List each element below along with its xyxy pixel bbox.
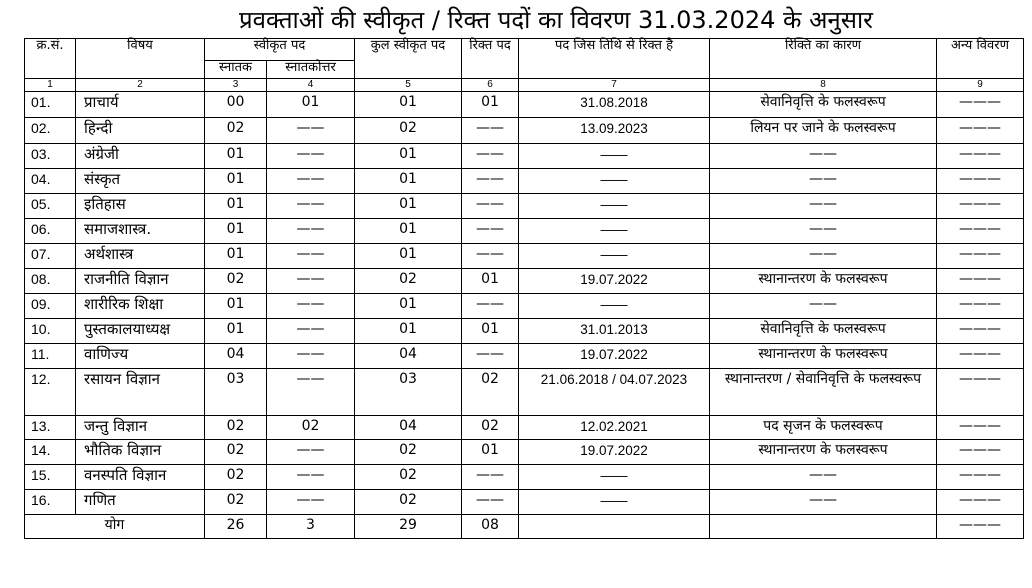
header-postgraduate: स्नातकोत्तर bbox=[267, 61, 355, 79]
cell-subject: इतिहास bbox=[76, 194, 205, 219]
cell-postgraduate: —— bbox=[267, 294, 355, 319]
cell-vacant-since: 13.09.2023 bbox=[519, 118, 710, 144]
cell-graduate: 01 bbox=[205, 194, 267, 219]
cell-vacant-since: —— bbox=[519, 490, 710, 515]
cell-vacant: —— bbox=[462, 244, 519, 269]
cell-reason: पद सृजन के फलस्वरूप bbox=[710, 416, 937, 440]
cell-graduate: 02 bbox=[205, 465, 267, 490]
cell-other: ——— bbox=[937, 490, 1024, 515]
cell-vacant: —— bbox=[462, 490, 519, 515]
cell-serial: 09. bbox=[25, 294, 76, 319]
cell-other: ——— bbox=[937, 144, 1024, 169]
column-number: 5 bbox=[355, 79, 462, 92]
header-vacant-since: पद जिस तिथि से रिक्त है bbox=[519, 39, 710, 79]
cell-vacant: —— bbox=[462, 194, 519, 219]
cell-other: ——— bbox=[937, 319, 1024, 344]
cell-total: 02 bbox=[355, 269, 462, 294]
table-row bbox=[25, 244, 1024, 269]
cell-reason: स्थानान्तरण / सेवानिवृत्ति के फलस्वरूप bbox=[710, 369, 937, 416]
totals-row bbox=[25, 515, 1024, 539]
table-row bbox=[25, 294, 1024, 319]
column-number: 6 bbox=[462, 79, 519, 92]
cell-other: ——— bbox=[937, 118, 1024, 144]
cell-vacant: 01 bbox=[462, 269, 519, 294]
cell-reason: —— bbox=[710, 244, 937, 269]
totals-label: योग bbox=[25, 515, 205, 539]
cell-total: 02 bbox=[355, 118, 462, 144]
cell-vacant-since: —— bbox=[519, 169, 710, 194]
cell-postgraduate: —— bbox=[267, 319, 355, 344]
cell-reason: लियन पर जाने के फलस्वरूप bbox=[710, 118, 937, 144]
cell-other: ——— bbox=[937, 92, 1024, 118]
table-row bbox=[25, 92, 1024, 118]
table-row bbox=[25, 219, 1024, 244]
cell-vacant-since: 21.06.2018 / 04.07.2023 bbox=[519, 369, 710, 416]
cell-other: ——— bbox=[937, 294, 1024, 319]
column-number-row bbox=[25, 79, 1024, 92]
cell-serial: 06. bbox=[25, 219, 76, 244]
cell-vacant: 01 bbox=[462, 319, 519, 344]
totals-vacant: 08 bbox=[462, 515, 519, 539]
table-row bbox=[25, 416, 1024, 440]
column-number: 8 bbox=[710, 79, 937, 92]
cell-vacant: —— bbox=[462, 219, 519, 244]
table-row bbox=[25, 344, 1024, 369]
header-subject: विषय bbox=[76, 39, 205, 79]
cell-total: 01 bbox=[355, 219, 462, 244]
cell-vacant-since: 31.01.2013 bbox=[519, 319, 710, 344]
totals-total: 29 bbox=[355, 515, 462, 539]
cell-graduate: 02 bbox=[205, 416, 267, 440]
cell-other: ——— bbox=[937, 194, 1024, 219]
table-row bbox=[25, 194, 1024, 219]
cell-serial: 10. bbox=[25, 319, 76, 344]
cell-serial: 16. bbox=[25, 490, 76, 515]
cell-subject: शारीरिक शिक्षा bbox=[76, 294, 205, 319]
cell-other: ——— bbox=[937, 369, 1024, 416]
cell-vacant-since: —— bbox=[519, 219, 710, 244]
document-title: प्रवक्ताओं की स्वीकृत / रिक्त पदों का विवरण 31.03.2024 के अनुसार bbox=[239, 6, 873, 34]
header-graduate: स्नातक bbox=[205, 61, 267, 79]
cell-reason: —— bbox=[710, 219, 937, 244]
cell-reason: स्थानान्तरण के फलस्वरूप bbox=[710, 440, 937, 465]
cell-subject: अर्थशास्त्र bbox=[76, 244, 205, 269]
cell-vacant-since: 31.08.2018 bbox=[519, 92, 710, 118]
cell-subject: हिन्दी bbox=[76, 118, 205, 144]
vacancy-table bbox=[24, 38, 1024, 539]
cell-other: ——— bbox=[937, 440, 1024, 465]
cell-serial: 13. bbox=[25, 416, 76, 440]
cell-reason: स्थानान्तरण के फलस्वरूप bbox=[710, 269, 937, 294]
cell-subject: वनस्पति विज्ञान bbox=[76, 465, 205, 490]
cell-postgraduate: —— bbox=[267, 244, 355, 269]
cell-vacant: 02 bbox=[462, 416, 519, 440]
cell-vacant: —— bbox=[462, 294, 519, 319]
cell-vacant-since: —— bbox=[519, 144, 710, 169]
cell-serial: 02. bbox=[25, 118, 76, 144]
cell-other: ——— bbox=[937, 244, 1024, 269]
cell-reason: —— bbox=[710, 144, 937, 169]
table-row bbox=[25, 369, 1024, 416]
cell-vacant-since: 19.07.2022 bbox=[519, 440, 710, 465]
cell-postgraduate: —— bbox=[267, 169, 355, 194]
cell-subject: राजनीति विज्ञान bbox=[76, 269, 205, 294]
header-vacant: रिक्त पद bbox=[462, 39, 519, 79]
column-number: 4 bbox=[267, 79, 355, 92]
cell-other: ——— bbox=[937, 344, 1024, 369]
cell-total: 02 bbox=[355, 490, 462, 515]
cell-serial: 08. bbox=[25, 269, 76, 294]
cell-vacant-since: —— bbox=[519, 244, 710, 269]
totals-graduate: 26 bbox=[205, 515, 267, 539]
cell-vacant: —— bbox=[462, 344, 519, 369]
cell-postgraduate: —— bbox=[267, 269, 355, 294]
cell-graduate: 00 bbox=[205, 92, 267, 118]
cell-serial: 15. bbox=[25, 465, 76, 490]
cell-vacant-since: 12.02.2021 bbox=[519, 416, 710, 440]
cell-vacant: —— bbox=[462, 144, 519, 169]
table-body bbox=[25, 92, 1024, 515]
header-other-details: अन्य विवरण bbox=[937, 39, 1024, 79]
cell-serial: 07. bbox=[25, 244, 76, 269]
cell-vacant-since: 19.07.2022 bbox=[519, 269, 710, 294]
cell-other: ——— bbox=[937, 169, 1024, 194]
table-row bbox=[25, 118, 1024, 144]
cell-vacant: 01 bbox=[462, 440, 519, 465]
cell-graduate: 03 bbox=[205, 369, 267, 416]
cell-postgraduate: 01 bbox=[267, 92, 355, 118]
cell-reason: —— bbox=[710, 294, 937, 319]
cell-graduate: 01 bbox=[205, 244, 267, 269]
cell-graduate: 02 bbox=[205, 269, 267, 294]
header-vacancy-reason: रिक्ति का कारण bbox=[710, 39, 937, 79]
column-number: 1 bbox=[25, 79, 76, 92]
column-number: 2 bbox=[76, 79, 205, 92]
cell-subject: रसायन विज्ञान bbox=[76, 369, 205, 416]
cell-graduate: 02 bbox=[205, 118, 267, 144]
cell-graduate: 02 bbox=[205, 490, 267, 515]
header-serial: क्र.सं. bbox=[25, 39, 76, 79]
cell-graduate: 01 bbox=[205, 219, 267, 244]
table-row bbox=[25, 490, 1024, 515]
cell-reason: —— bbox=[710, 194, 937, 219]
cell-postgraduate: —— bbox=[267, 194, 355, 219]
cell-postgraduate: —— bbox=[267, 369, 355, 416]
totals-reason bbox=[710, 515, 937, 539]
cell-postgraduate: —— bbox=[267, 118, 355, 144]
cell-vacant: —— bbox=[462, 118, 519, 144]
table-row bbox=[25, 169, 1024, 194]
table-row bbox=[25, 465, 1024, 490]
header-total-sanctioned: कुल स्वीकृत पद bbox=[355, 39, 462, 79]
cell-subject: गणित bbox=[76, 490, 205, 515]
table-row bbox=[25, 440, 1024, 465]
cell-reason: सेवानिवृत्ति के फलस्वरूप bbox=[710, 92, 937, 118]
cell-vacant-since: —— bbox=[519, 294, 710, 319]
cell-subject: जन्तु विज्ञान bbox=[76, 416, 205, 440]
cell-total: 02 bbox=[355, 440, 462, 465]
cell-graduate: 04 bbox=[205, 344, 267, 369]
cell-postgraduate: —— bbox=[267, 465, 355, 490]
cell-graduate: 01 bbox=[205, 294, 267, 319]
cell-vacant-since: —— bbox=[519, 194, 710, 219]
cell-reason: —— bbox=[710, 465, 937, 490]
table-row bbox=[25, 319, 1024, 344]
cell-subject: संस्कृत bbox=[76, 169, 205, 194]
cell-subject: प्राचार्य bbox=[76, 92, 205, 118]
cell-postgraduate: —— bbox=[267, 144, 355, 169]
cell-postgraduate: —— bbox=[267, 344, 355, 369]
totals-since bbox=[519, 515, 710, 539]
cell-graduate: 02 bbox=[205, 440, 267, 465]
cell-total: 03 bbox=[355, 369, 462, 416]
cell-total: 01 bbox=[355, 92, 462, 118]
cell-other: ——— bbox=[937, 219, 1024, 244]
cell-total: 02 bbox=[355, 465, 462, 490]
cell-vacant-since: 19.07.2022 bbox=[519, 344, 710, 369]
cell-postgraduate: —— bbox=[267, 219, 355, 244]
cell-total: 01 bbox=[355, 244, 462, 269]
totals-postgraduate: 3 bbox=[267, 515, 355, 539]
cell-serial: 05. bbox=[25, 194, 76, 219]
cell-total: 04 bbox=[355, 416, 462, 440]
header-sanctioned: स्वीकृत पद bbox=[205, 39, 355, 61]
cell-graduate: 01 bbox=[205, 144, 267, 169]
cell-serial: 01. bbox=[25, 92, 76, 118]
cell-vacant: 01 bbox=[462, 92, 519, 118]
table-row bbox=[25, 269, 1024, 294]
cell-total: 01 bbox=[355, 294, 462, 319]
cell-reason: सेवानिवृत्ति के फलस्वरूप bbox=[710, 319, 937, 344]
cell-graduate: 01 bbox=[205, 319, 267, 344]
totals-other: ——— bbox=[937, 515, 1024, 539]
cell-total: 01 bbox=[355, 319, 462, 344]
cell-postgraduate: —— bbox=[267, 440, 355, 465]
cell-serial: 03. bbox=[25, 144, 76, 169]
cell-vacant: —— bbox=[462, 465, 519, 490]
column-number: 7 bbox=[519, 79, 710, 92]
cell-vacant: 02 bbox=[462, 369, 519, 416]
cell-other: ——— bbox=[937, 416, 1024, 440]
cell-serial: 04. bbox=[25, 169, 76, 194]
cell-reason: —— bbox=[710, 490, 937, 515]
column-number: 3 bbox=[205, 79, 267, 92]
cell-subject: पुस्तकालयाध्यक्ष bbox=[76, 319, 205, 344]
cell-serial: 14. bbox=[25, 440, 76, 465]
cell-subject: समाजशास्त्र. bbox=[76, 219, 205, 244]
cell-reason: —— bbox=[710, 169, 937, 194]
cell-vacant: —— bbox=[462, 169, 519, 194]
cell-serial: 12. bbox=[25, 369, 76, 416]
cell-vacant-since: —— bbox=[519, 465, 710, 490]
cell-other: ——— bbox=[937, 269, 1024, 294]
cell-total: 01 bbox=[355, 194, 462, 219]
cell-subject: भौतिक विज्ञान bbox=[76, 440, 205, 465]
cell-other: ——— bbox=[937, 465, 1024, 490]
column-number: 9 bbox=[937, 79, 1024, 92]
cell-total: 01 bbox=[355, 169, 462, 194]
header-row-1 bbox=[25, 39, 1024, 61]
cell-serial: 11. bbox=[25, 344, 76, 369]
cell-total: 04 bbox=[355, 344, 462, 369]
cell-total: 01 bbox=[355, 144, 462, 169]
cell-postgraduate: —— bbox=[267, 490, 355, 515]
cell-reason: स्थानान्तरण के फलस्वरूप bbox=[710, 344, 937, 369]
cell-postgraduate: 02 bbox=[267, 416, 355, 440]
cell-subject: वाणिज्य bbox=[76, 344, 205, 369]
cell-graduate: 01 bbox=[205, 169, 267, 194]
table-row bbox=[25, 144, 1024, 169]
cell-subject: अंग्रेजी bbox=[76, 144, 205, 169]
